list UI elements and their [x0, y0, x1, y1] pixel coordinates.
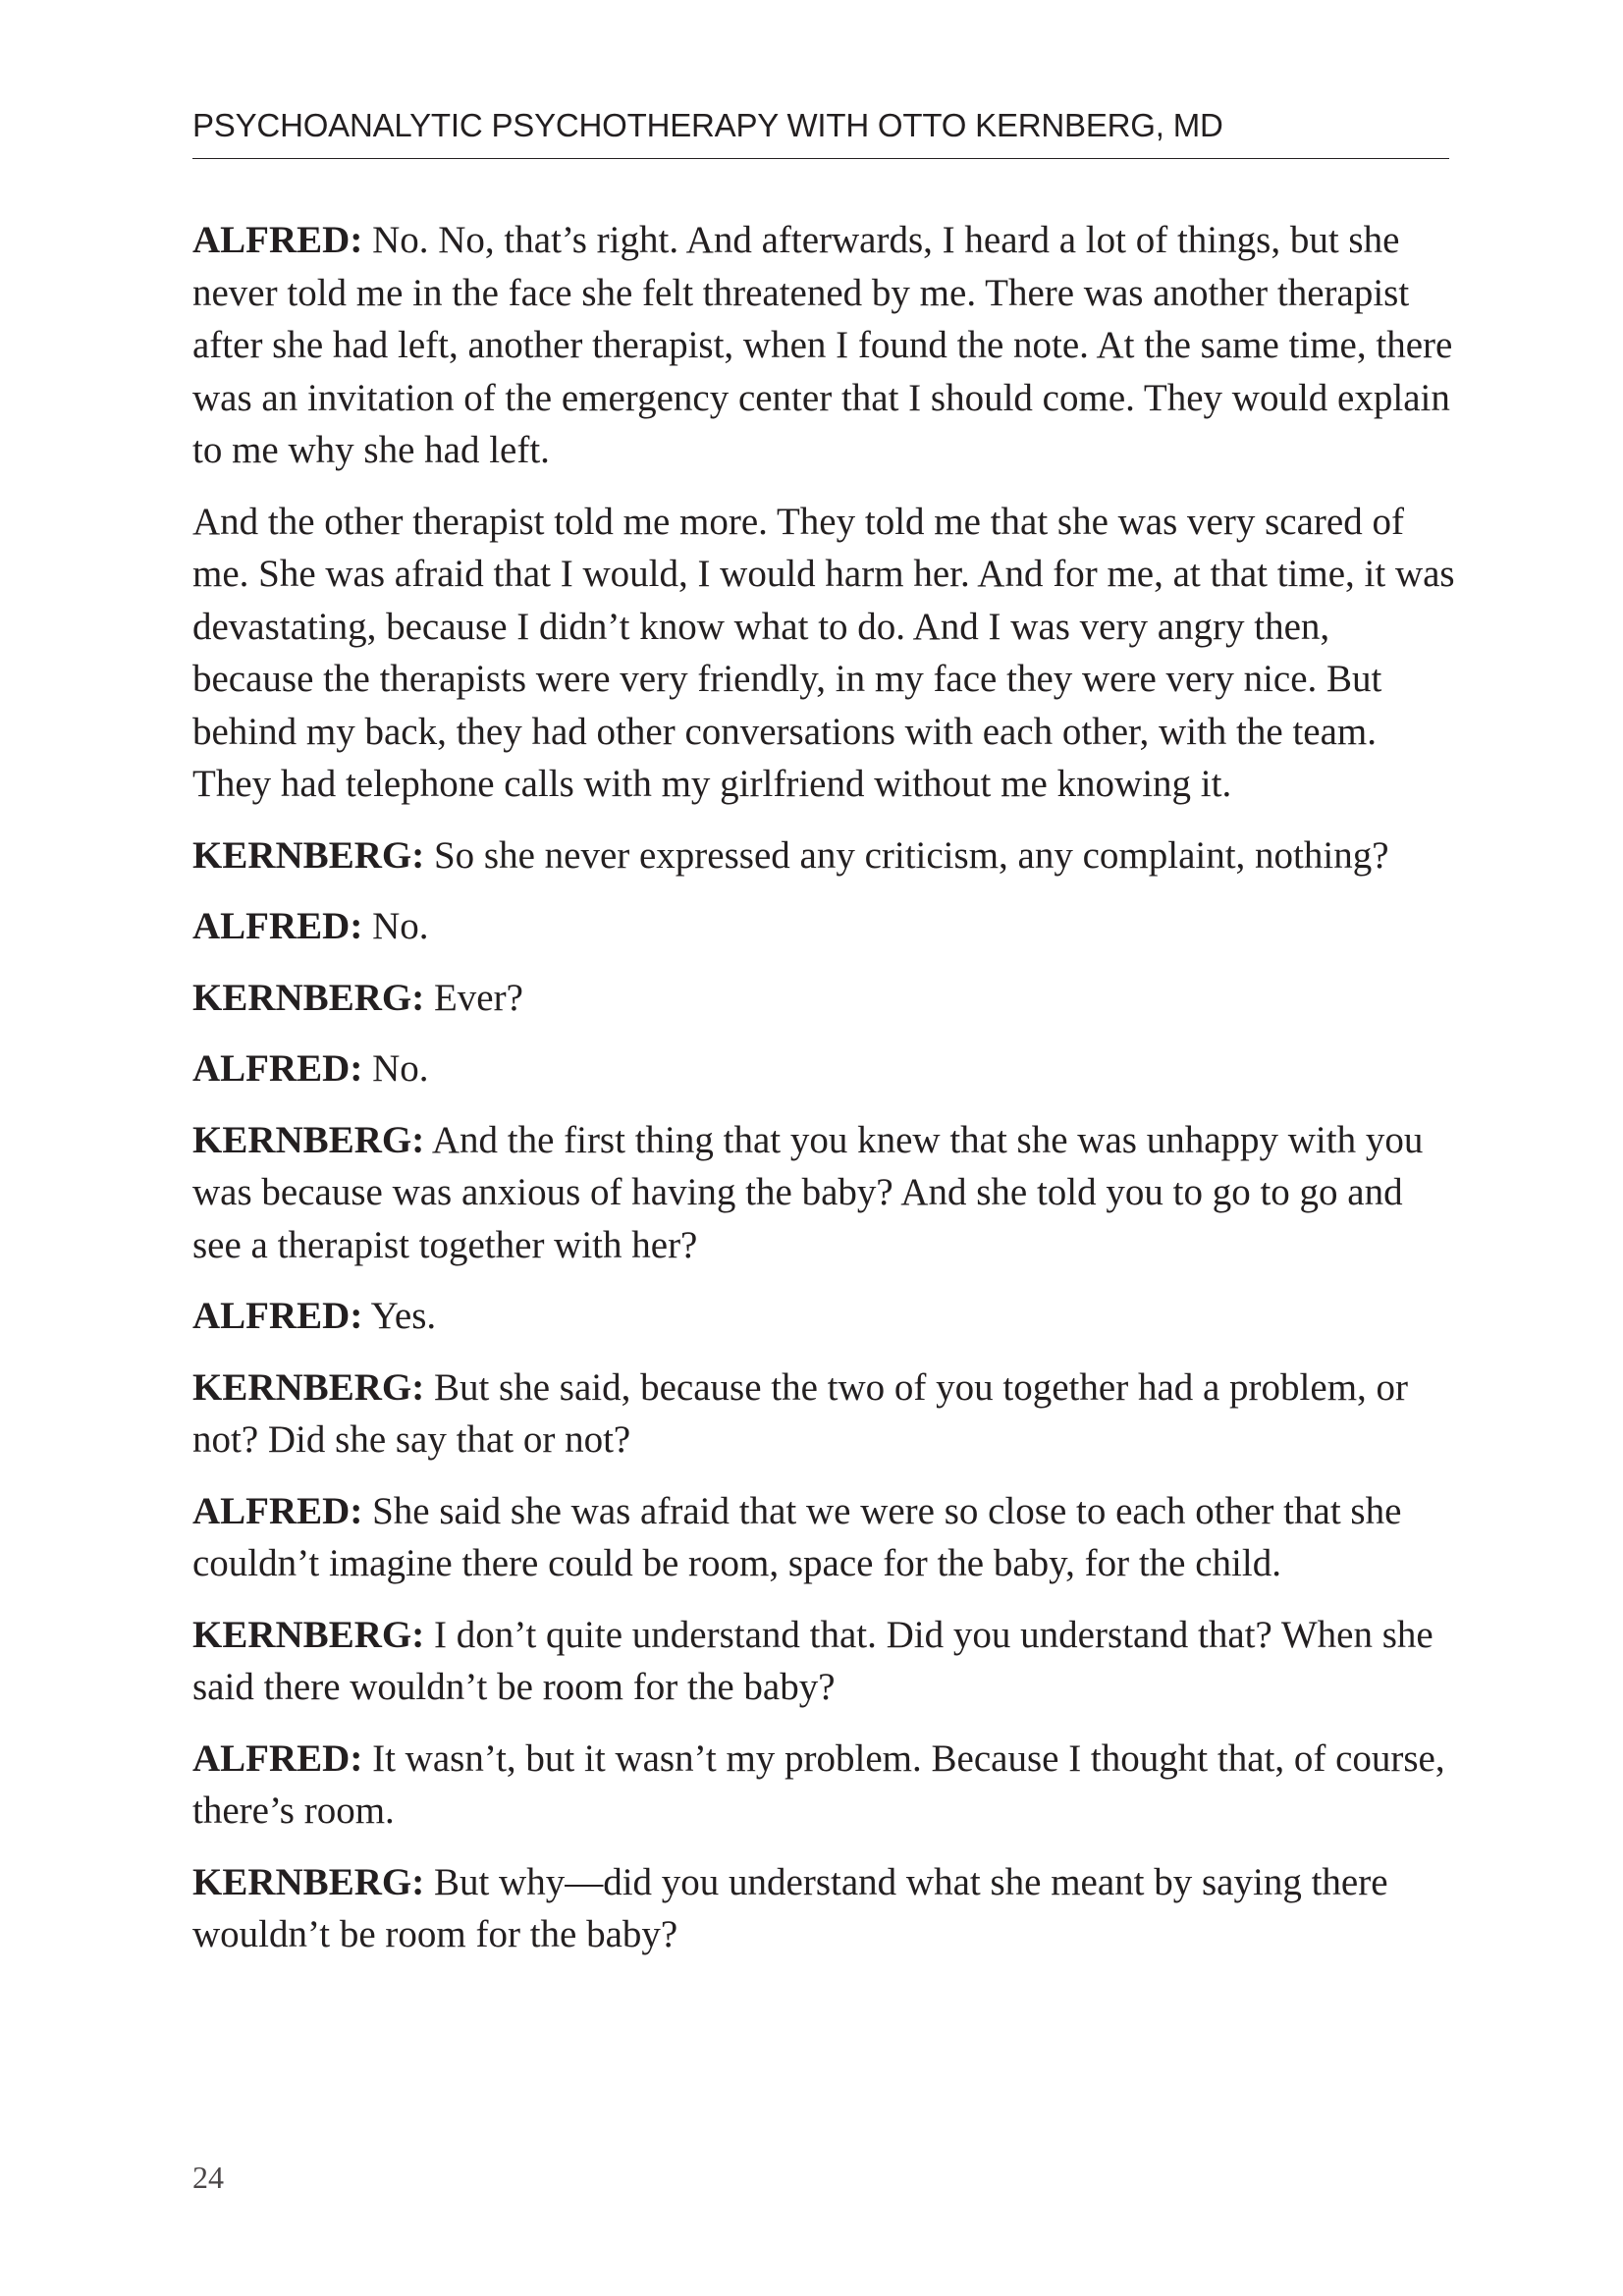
dialogue-text: Ever?: [433, 976, 523, 1019]
dialogue-paragraph: [192, 1609, 1459, 1714]
dialogue-text: No.: [372, 1047, 429, 1090]
dialogue-text: But why—did you understand what she meant by saying there wouldn’t be room for the baby?: [192, 1860, 1388, 1955]
dialogue-text: She said she was afraid that we were so close to each other that she couldn’t imagine there could be room, space for the baby, for the child.: [192, 1489, 1402, 1584]
dialogue-paragraph: [192, 1485, 1459, 1590]
dialogue-paragraph: [192, 972, 1459, 1025]
dialogue-text: So she never expressed any criticism, any complaint, nothing?: [433, 833, 1389, 877]
dialogue-paragraph: [192, 1114, 1459, 1272]
dialogue-paragraph: [192, 496, 1459, 811]
dialogue-paragraph: [192, 1362, 1459, 1467]
dialogue-paragraph: [192, 1856, 1459, 1961]
speaker-name: KERNBERG:: [192, 833, 425, 877]
dialogue-text: No. No, that’s right. And afterwards, I heard a lot of things, but she never told me in the face she felt threatened by me. There was another therapist after she had left, another therapist, when I found the note. At the same time, there was an invitation of the emergency center that I should come. They would explain to me why she had left.: [192, 219, 1453, 471]
dialogue-paragraph: [192, 214, 1459, 477]
transcript-body: [192, 214, 1459, 1980]
dialogue-text: Yes.: [370, 1295, 437, 1337]
dialogue-text: No.: [372, 905, 429, 947]
speaker-name: ALFRED:: [192, 1736, 363, 1780]
speaker-name: KERNBERG:: [192, 1613, 425, 1656]
speaker-name: ALFRED:: [192, 905, 363, 947]
dialogue-paragraph: [192, 1290, 1459, 1343]
speaker-name: ALFRED:: [192, 1295, 363, 1337]
dialogue-text: But she said, because the two of you together had a problem, or not? Did she say that or not?: [192, 1365, 1409, 1461]
dialogue-text: And the first thing that you knew that she was unhappy with you was because was anxious of having the baby? And she told you to go to go and see a therapist together with her?: [192, 1118, 1424, 1266]
speaker-name: ALFRED:: [192, 219, 363, 261]
dialogue-text: I don’t quite understand that. Did you understand that? When she said there wouldn’t be room for the baby?: [192, 1613, 1434, 1708]
dialogue-paragraph: [192, 829, 1459, 882]
speaker-name: KERNBERG:: [192, 1860, 425, 1903]
dialogue-text: It wasn’t, but it wasn’t my problem. Because I thought that, of course, there’s room.: [192, 1736, 1445, 1832]
header-rule: [192, 158, 1449, 159]
dialogue-paragraph: [192, 1733, 1459, 1838]
speaker-name: KERNBERG:: [192, 976, 425, 1019]
dialogue-paragraph: [192, 900, 1459, 953]
dialogue-paragraph: [192, 1042, 1459, 1095]
speaker-name: ALFRED:: [192, 1047, 363, 1090]
speaker-name: ALFRED:: [192, 1489, 363, 1532]
dialogue-text: And the other therapist told me more. They told me that she was very scared of me. She was afraid that I would, I would harm her. And for me, at that time, it was devastating, because I didn’t know what to do. And I was very angry then, because the therapists were very friendly, in my face they were very nice. But behind my back, they had other conversations with each other, with the team. They had telephone calls with my girlfriend without me knowing it.: [192, 500, 1455, 805]
page-number: 24: [192, 2160, 224, 2195]
speaker-name: KERNBERG:: [192, 1118, 425, 1161]
running-head: PSYCHOANALYTIC PSYCHOTHERAPY WITH OTTO KERNBERG, MD: [192, 107, 1223, 143]
speaker-name: KERNBERG:: [192, 1365, 425, 1409]
